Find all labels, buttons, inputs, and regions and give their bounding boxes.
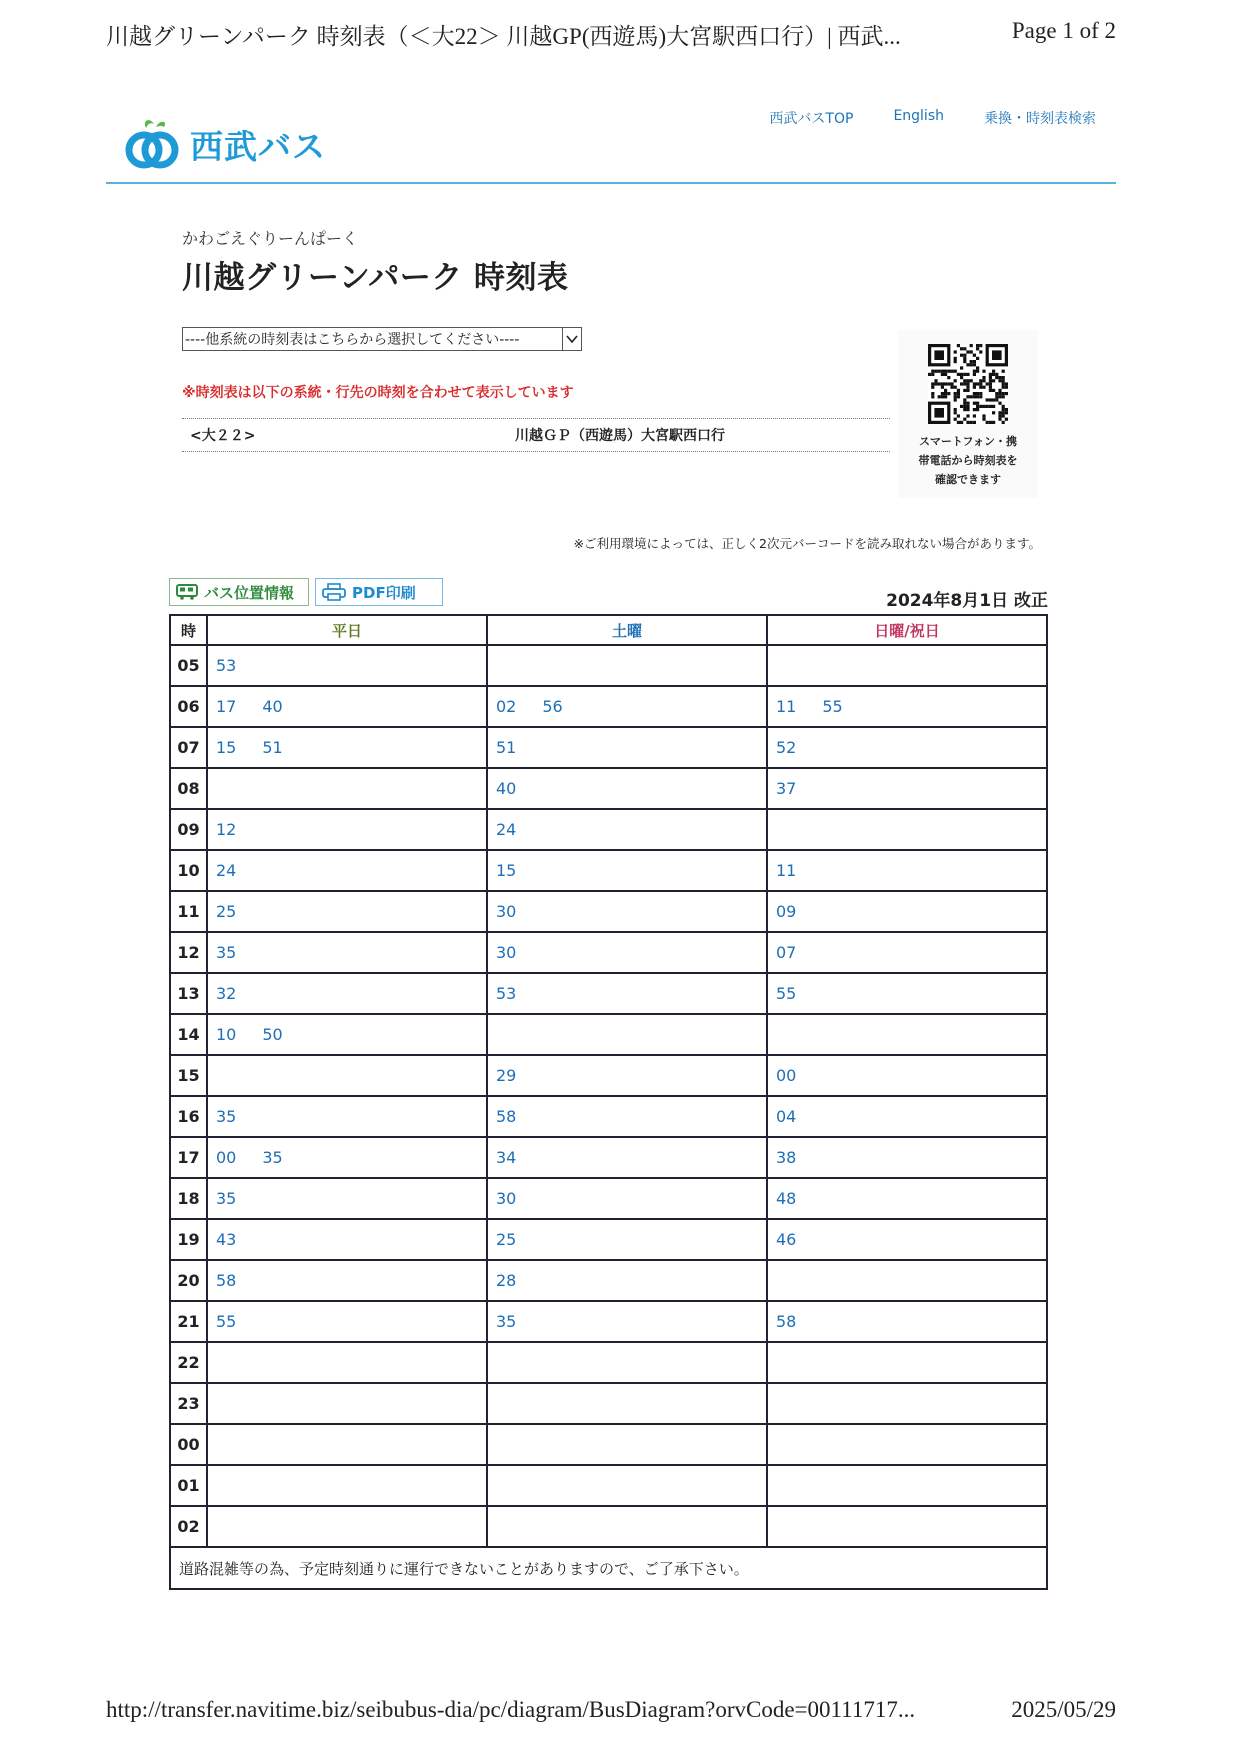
weekday-cell [207, 973, 487, 1014]
hour-cell: 15 [170, 1055, 207, 1096]
nav-seibu-bus-top-link[interactable]: 西武バスTOP [769, 111, 854, 127]
weekday-cell [207, 891, 487, 932]
holiday-cell [767, 1301, 1047, 1342]
qr-code-icon [928, 344, 1008, 424]
departure-minute[interactable]: 56 [542, 697, 563, 716]
system-select-value: ----他系統の時刻表はこちらから選択してください---- [185, 332, 520, 348]
combined-notice: ※時刻表は以下の系統・行先の時刻を合わせて表示しています [182, 385, 574, 401]
holiday-cell [767, 973, 1047, 1014]
departure-minute[interactable]: 28 [496, 1271, 517, 1290]
departure-minute[interactable]: 11 [776, 697, 797, 716]
saturday-cell [487, 686, 767, 727]
hour-cell: 12 [170, 932, 207, 973]
holiday-cell [767, 1014, 1047, 1055]
weekday-cell [207, 932, 487, 973]
table-row [170, 850, 1047, 891]
hour-cell: 23 [170, 1383, 207, 1424]
top-nav [769, 108, 1096, 128]
departure-minute[interactable]: 00 [776, 1066, 797, 1085]
qr-caption: スマートフォン・携 帯電話から時刻表を 確認できます [918, 435, 1018, 486]
saturday-cell [487, 1342, 767, 1383]
hour-cell: 16 [170, 1096, 207, 1137]
departure-minute[interactable]: 34 [496, 1148, 517, 1167]
weekday-cell [207, 850, 487, 891]
route-info [182, 418, 890, 452]
departure-minute[interactable]: 15 [496, 861, 517, 880]
hour-cell: 13 [170, 973, 207, 1014]
saturday-cell [487, 932, 767, 973]
departure-minute[interactable]: 35 [216, 1107, 237, 1126]
holiday-cell [767, 850, 1047, 891]
departure-minute[interactable]: 25 [496, 1230, 517, 1249]
departure-minute[interactable]: 52 [776, 738, 797, 757]
stop-reading: かわごえぐりーんぱーく [182, 229, 359, 248]
weekday-cell [207, 727, 487, 768]
table-row [170, 1506, 1047, 1547]
departure-minute[interactable]: 24 [496, 820, 517, 839]
table-row [170, 1301, 1047, 1342]
table-row [170, 686, 1047, 727]
revision-date: 2024年8月1日 改正 [886, 591, 1048, 611]
holiday-cell [767, 891, 1047, 932]
weekday-cell [207, 809, 487, 850]
departure-minute[interactable]: 32 [216, 984, 237, 1003]
holiday-cell [767, 809, 1047, 850]
weekday-cell [207, 1219, 487, 1260]
printer-icon [322, 583, 346, 601]
holiday-cell [767, 1465, 1047, 1506]
saturday-cell [487, 1219, 767, 1260]
table-row [170, 727, 1047, 768]
saturday-cell [487, 1014, 767, 1055]
departure-minute[interactable]: 58 [496, 1107, 517, 1126]
table-row [170, 768, 1047, 809]
print-footer [106, 1697, 1116, 1723]
departure-minute[interactable]: 25 [216, 902, 237, 921]
saturday-cell [487, 809, 767, 850]
hour-cell: 14 [170, 1014, 207, 1055]
departure-minute[interactable]: 17 [216, 697, 237, 716]
hour-cell: 09 [170, 809, 207, 850]
departure-minute[interactable]: 38 [776, 1148, 797, 1167]
departure-minute[interactable]: 53 [496, 984, 517, 1003]
weekday-cell [207, 1260, 487, 1301]
departure-minute[interactable]: 30 [496, 1189, 517, 1208]
table-row [170, 1424, 1047, 1465]
departure-minute[interactable]: 30 [496, 943, 517, 962]
saturday-cell [487, 1424, 767, 1465]
weekday-cell [207, 1465, 487, 1506]
header-hour: 時 [170, 615, 207, 645]
holiday-cell [767, 1424, 1047, 1465]
weekday-cell [207, 1178, 487, 1219]
bus-location-button[interactable]: バス位置情報 [169, 578, 309, 606]
table-row [170, 973, 1047, 1014]
holiday-cell [767, 1342, 1047, 1383]
hour-cell: 11 [170, 891, 207, 932]
hour-cell: 02 [170, 1506, 207, 1547]
header-weekday: 平日 [207, 615, 487, 645]
departure-minute[interactable]: 15 [216, 738, 237, 757]
table-row [170, 1260, 1047, 1301]
table-row [170, 809, 1047, 850]
departure-minute[interactable]: 35 [216, 943, 237, 962]
holiday-cell [767, 1137, 1047, 1178]
departure-minute[interactable]: 35 [216, 1189, 237, 1208]
weekday-cell [207, 1506, 487, 1547]
saturday-cell [487, 891, 767, 932]
departure-minute[interactable]: 55 [776, 984, 797, 1003]
route-destination: 川越ＧＰ（西遊馬）大宮駅西口行 [515, 428, 725, 444]
holiday-cell [767, 932, 1047, 973]
table-row [170, 1383, 1047, 1424]
table-row [170, 1014, 1047, 1055]
weekday-cell [207, 1055, 487, 1096]
hour-cell: 05 [170, 645, 207, 686]
departure-minute[interactable]: 24 [216, 861, 237, 880]
weekday-cell [207, 1424, 487, 1465]
weekday-cell [207, 1301, 487, 1342]
table-row [170, 1096, 1047, 1137]
departure-minute[interactable]: 48 [776, 1189, 797, 1208]
table-row [170, 932, 1047, 973]
holiday-cell [767, 645, 1047, 686]
qr-note: ※ご利用環境によっては、正しく2次元バーコードを読み取れない場合があります。 [573, 536, 1041, 551]
saturday-cell [487, 973, 767, 1014]
departure-minute[interactable]: 00 [216, 1148, 237, 1167]
hour-cell: 01 [170, 1465, 207, 1506]
weekday-cell [207, 1014, 487, 1055]
saturday-cell [487, 1506, 767, 1547]
header-divider [106, 182, 1116, 184]
hour-cell: 07 [170, 727, 207, 768]
bus-icon [176, 584, 198, 600]
weekday-cell [207, 1383, 487, 1424]
hour-cell: 17 [170, 1137, 207, 1178]
departure-minute[interactable]: 35 [262, 1148, 283, 1167]
holiday-cell [767, 1219, 1047, 1260]
table-row [170, 1178, 1047, 1219]
action-buttons [169, 578, 443, 606]
print-page-number: Page 1 of 2 [1011, 18, 1116, 43]
holiday-cell [767, 686, 1047, 727]
departure-minute[interactable]: 11 [776, 861, 797, 880]
chevron-down-icon[interactable] [562, 327, 582, 351]
departure-minute[interactable]: 40 [496, 779, 517, 798]
table-row [170, 1465, 1047, 1506]
departure-minute[interactable]: 51 [496, 738, 517, 757]
departure-minute[interactable]: 43 [216, 1230, 237, 1249]
route-name: <大２２> [190, 428, 256, 444]
hour-cell: 20 [170, 1260, 207, 1301]
saturday-cell [487, 1096, 767, 1137]
saturday-cell [487, 1178, 767, 1219]
saturday-cell [487, 1055, 767, 1096]
weekday-cell [207, 768, 487, 809]
departure-minute[interactable]: 37 [776, 779, 797, 798]
hour-cell: 10 [170, 850, 207, 891]
hour-cell: 19 [170, 1219, 207, 1260]
departure-minute[interactable]: 07 [776, 943, 797, 962]
saturday-cell [487, 1301, 767, 1342]
saturday-cell [487, 1383, 767, 1424]
seibu-logo-icon [124, 118, 180, 170]
saturday-cell [487, 1137, 767, 1178]
timetable [169, 614, 1048, 1590]
holiday-cell [767, 1096, 1047, 1137]
page-title: 川越グリーンパーク 時刻表 [182, 260, 569, 296]
table-row [170, 1342, 1047, 1383]
departure-minute[interactable]: 04 [776, 1107, 797, 1126]
nav-english-link[interactable]: English [893, 108, 944, 124]
table-row [170, 1219, 1047, 1260]
hour-cell: 18 [170, 1178, 207, 1219]
saturday-cell [487, 727, 767, 768]
departure-minute[interactable]: 51 [262, 738, 283, 757]
departure-minute[interactable]: 12 [216, 820, 237, 839]
departure-minute[interactable]: 30 [496, 902, 517, 921]
header-holiday: 日曜/祝日 [767, 615, 1047, 645]
departure-minute[interactable]: 58 [216, 1271, 237, 1290]
holiday-cell [767, 768, 1047, 809]
hour-cell: 21 [170, 1301, 207, 1342]
saturday-cell [487, 850, 767, 891]
system-select[interactable] [182, 327, 580, 351]
saturday-cell [487, 645, 767, 686]
holiday-cell [767, 1178, 1047, 1219]
qr-panel [898, 330, 1038, 498]
departure-minute[interactable]: 55 [822, 697, 843, 716]
hour-cell: 06 [170, 686, 207, 727]
departure-minute[interactable]: 35 [496, 1312, 517, 1331]
hour-cell: 08 [170, 768, 207, 809]
holiday-cell [767, 1383, 1047, 1424]
weekday-cell [207, 686, 487, 727]
departure-minute[interactable]: 50 [262, 1025, 283, 1044]
holiday-cell [767, 1506, 1047, 1547]
weekday-cell [207, 645, 487, 686]
logo-text: 西武バス [190, 126, 326, 166]
weekday-cell [207, 1137, 487, 1178]
print-date: 2025/05/29 [1011, 1697, 1116, 1722]
timetable-footnote: 道路混雑等の為、予定時刻通りに運行できないことがありますので、ご了承下さい。 [170, 1547, 1047, 1589]
weekday-cell [207, 1096, 487, 1137]
print-page-title: 川越グリーンパーク 時刻表（＜大22＞ 川越GP(西遊馬)大宮駅西口行）| 西武... [106, 24, 901, 49]
departure-minute[interactable]: 58 [776, 1312, 797, 1331]
seibu-bus-logo[interactable] [124, 118, 326, 170]
departure-minute[interactable]: 46 [776, 1230, 797, 1249]
holiday-cell [767, 1260, 1047, 1301]
saturday-cell [487, 1260, 767, 1301]
departure-minute[interactable]: 02 [496, 697, 517, 716]
table-row [170, 1055, 1047, 1096]
hour-cell: 00 [170, 1424, 207, 1465]
departure-minute[interactable]: 53 [216, 656, 237, 675]
weekday-cell [207, 1342, 487, 1383]
nav-route-search-link[interactable]: 乗換・時刻表検索 [984, 111, 1096, 127]
departure-minute[interactable]: 29 [496, 1066, 517, 1085]
holiday-cell [767, 727, 1047, 768]
saturday-cell [487, 1465, 767, 1506]
print-header [106, 18, 1116, 51]
pdf-print-button[interactable]: PDF印刷 [315, 578, 443, 606]
hour-cell: 22 [170, 1342, 207, 1383]
table-row [170, 891, 1047, 932]
table-row [170, 1137, 1047, 1178]
departure-minute[interactable]: 09 [776, 902, 797, 921]
departure-minute[interactable]: 40 [262, 697, 283, 716]
holiday-cell [767, 1055, 1047, 1096]
departure-minute[interactable]: 55 [216, 1312, 237, 1331]
header-saturday: 土曜 [487, 615, 767, 645]
departure-minute[interactable]: 10 [216, 1025, 237, 1044]
print-url: http://transfer.navitime.biz/seibubus-dia/pc/diagram/BusDiagram?orvCode=00111717... [106, 1697, 916, 1722]
table-row [170, 645, 1047, 686]
saturday-cell [487, 768, 767, 809]
